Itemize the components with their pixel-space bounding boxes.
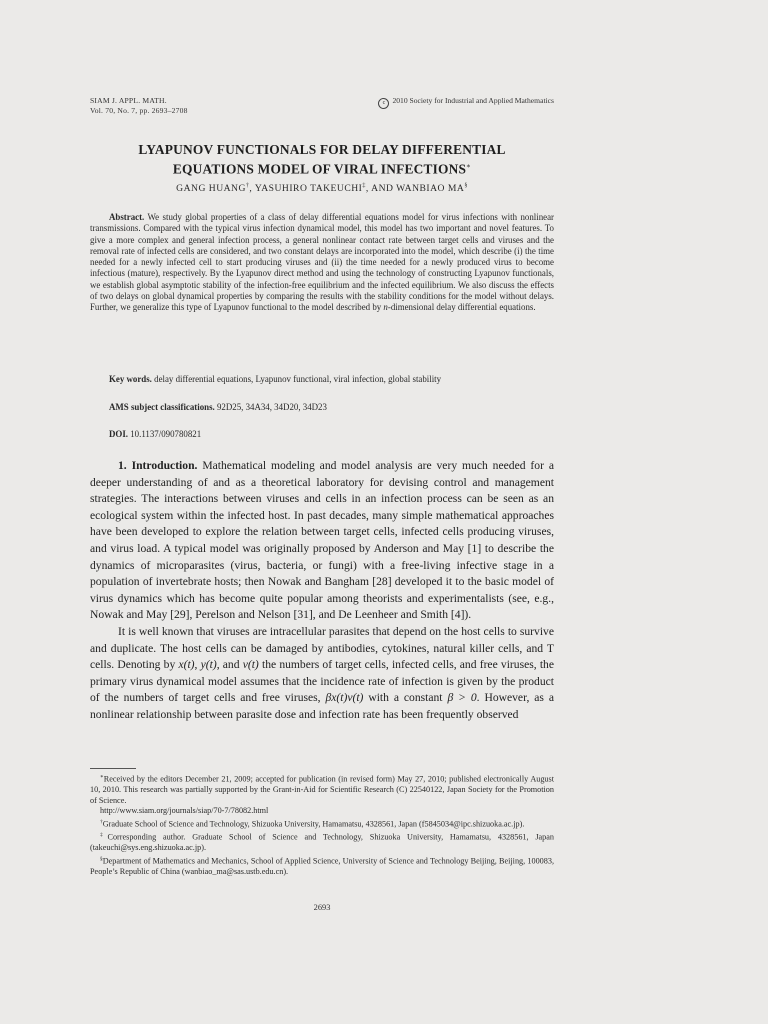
author-3: AND WANBIAO MA (371, 183, 465, 195)
abstract-n: n (383, 302, 388, 313)
footnote-4: §Department of Mathematics and Mechanics, School of Applied Science, University of Science and Technology Beijing, Beijing, 100083, People’s Republic of China (wanbiao_ma@sas.ustb.edu.cn). (90, 855, 554, 876)
footnote-divider (90, 768, 136, 769)
ams-text: 92D25, 34A34, 34D20, 34D23 (216, 402, 327, 412)
title-line-2: EQUATIONS MODEL OF VIRAL INFECTIONS∗ (172, 161, 472, 177)
abstract (90, 212, 554, 314)
journal-name: SIAM J. APPL. MATH. (90, 96, 167, 105)
keywords-text: delay differential equations, Lyapunov functional, viral infection, global stability (154, 374, 442, 384)
intro-paragraph-1: 1. Introduction. Mathematical modeling and model analysis are very much needed for a deeper understanding of and as a theoretical laboratory for devising control and management strategies. The interactions between viruses and cells in an infection process can be seen as an ecological system within the infected host. In past decades, many simple mathematical approaches have been developed to explore the relation between target cells, infected cells producing viruses, and virus load. A typical model was originally proposed by Anderson and May [1] to describe the dynamics of microparasites (virus, bacteria, or fungi) with a free-living infective stage in a population of invertebrate hosts; then Nowak and Bangham [28] developed it to the basic model of virus dynamics which has become quite popular among theorists and experimentalists (see, e.g., Nowak and May [29], Perelson and Nelson [31], and De Leenheer and Smith [4]). (90, 459, 554, 622)
math-y: y(t) (200, 658, 217, 672)
keywords (109, 374, 441, 384)
math-v: v(t) (242, 658, 259, 672)
abstract-text-end: -dimensional delay differential equations. (387, 302, 536, 313)
ams-label: AMS subject classifications. (109, 402, 215, 412)
doi-label: DOI. (109, 429, 128, 439)
footnotes (90, 772, 554, 877)
author-1-marker: † (245, 183, 250, 189)
copyright-icon: c (378, 98, 389, 109)
title-footnote-marker: ∗ (466, 162, 472, 170)
footnote-3: ‡Corresponding author. Graduate School of Science and Technology, Shizuoka University, Hamamatsu, 4328561, Japan (takeuchi@sys.eng.shizuoka.ac.jp). (90, 831, 554, 853)
abstract-text: We study global properties of a class of delay differential equations model for virus infections with nonlinear transmissions. Compared with the typical virus infection dynamical model, this model has two important and novel features. To give a more complex and general infection process, a general nonlinear contact rate between target cells and viruses and the removal rate of infected cells are considered, and two constant delays are incorporated into the model, which describe (i) the time needed for a newly infected cell to start producing viruses and (ii) the time needed for a newly produced virus to become infectious (mature), respectively. By the Lyapunov direct method and using the technology of constructing Lyapunov functionals, we establish global asymptotic stability of the infection-free equilibrium and the infected equilibrium. We also discuss the effects of two delays on global dynamical properties by comparing the results with the stability conditions for the model without delays. Further, we generalize this type of Lyapunov functional to the model described by (90, 212, 554, 313)
introduction-section (90, 458, 554, 724)
section-heading: 1. Introduction. (118, 459, 198, 472)
math-incidence: βx(t)v(t) (325, 691, 364, 705)
paper-title (90, 142, 554, 177)
journal-volume: Vol. 70, No. 7, pp. 2693–2708 (90, 106, 188, 115)
math-x: x(t) (178, 658, 195, 672)
abstract-label: Abstract. (109, 212, 145, 222)
footnote-2: †Graduate School of Science and Technology, Shizuoka University, Hamamatsu, 4328561, Japan (f5845034@ipc.shizuoka.ac.jp). (100, 818, 525, 829)
intro-paragraph-2: It is well known that viruses are intracellular parasites that depend on the host cells to survive and duplicate. The host cells can be damaged by antibodies, cytokines, natural killer cells, and T cells. Denoting by x(t), y(t), and v(t) the numbers of target cells, infected cells, and free viruses, the primary virus dynamical model assumes that the incidence rate of infection is given by the product of the numbers of target cells and free viruses, βx(t)v(t) with a constant β > 0. However, as a nonlinear relationship between parasite dose and infection rate has been frequently observed (90, 624, 554, 721)
footnote-1: ∗Received by the editors December 21, 2009; accepted for publication (in revised form) May 27, 2010; published electronically August 10, 2010. This research was partially supported by the Grant-in-Aid for Scientific Research (C) 22540122, Japan Society for the Promotion of Science. (90, 774, 554, 805)
keywords-label: Key words. (109, 374, 152, 384)
footnote-1-url[interactable]: http://www.siam.org/journals/siap/70-7/78082.html (100, 806, 269, 816)
journal-header (90, 96, 188, 116)
copyright-text: 2010 Society for Industrial and Applied Mathematics (392, 96, 554, 105)
title-line-1: LYAPUNOV FUNCTIONALS FOR DELAY DIFFERENTIAL (138, 142, 506, 157)
author-3-marker: § (464, 183, 468, 189)
author-2-marker: ‡ (362, 183, 366, 189)
doi (109, 429, 201, 439)
author-list: GANG HUANG†, YASUHIRO TAKEUCHI‡, AND WANBIAO MA§ (176, 183, 468, 195)
author-2: YASUHIRO TAKEUCHI (254, 183, 363, 195)
doi-link[interactable]: 10.1137/090780821 (130, 429, 202, 439)
page-number: 2693 (313, 903, 331, 912)
ams-classifications (109, 402, 327, 412)
math-beta-condition: β > 0 (447, 691, 477, 705)
author-1: GANG HUANG (176, 183, 246, 195)
copyright-notice (378, 96, 554, 109)
